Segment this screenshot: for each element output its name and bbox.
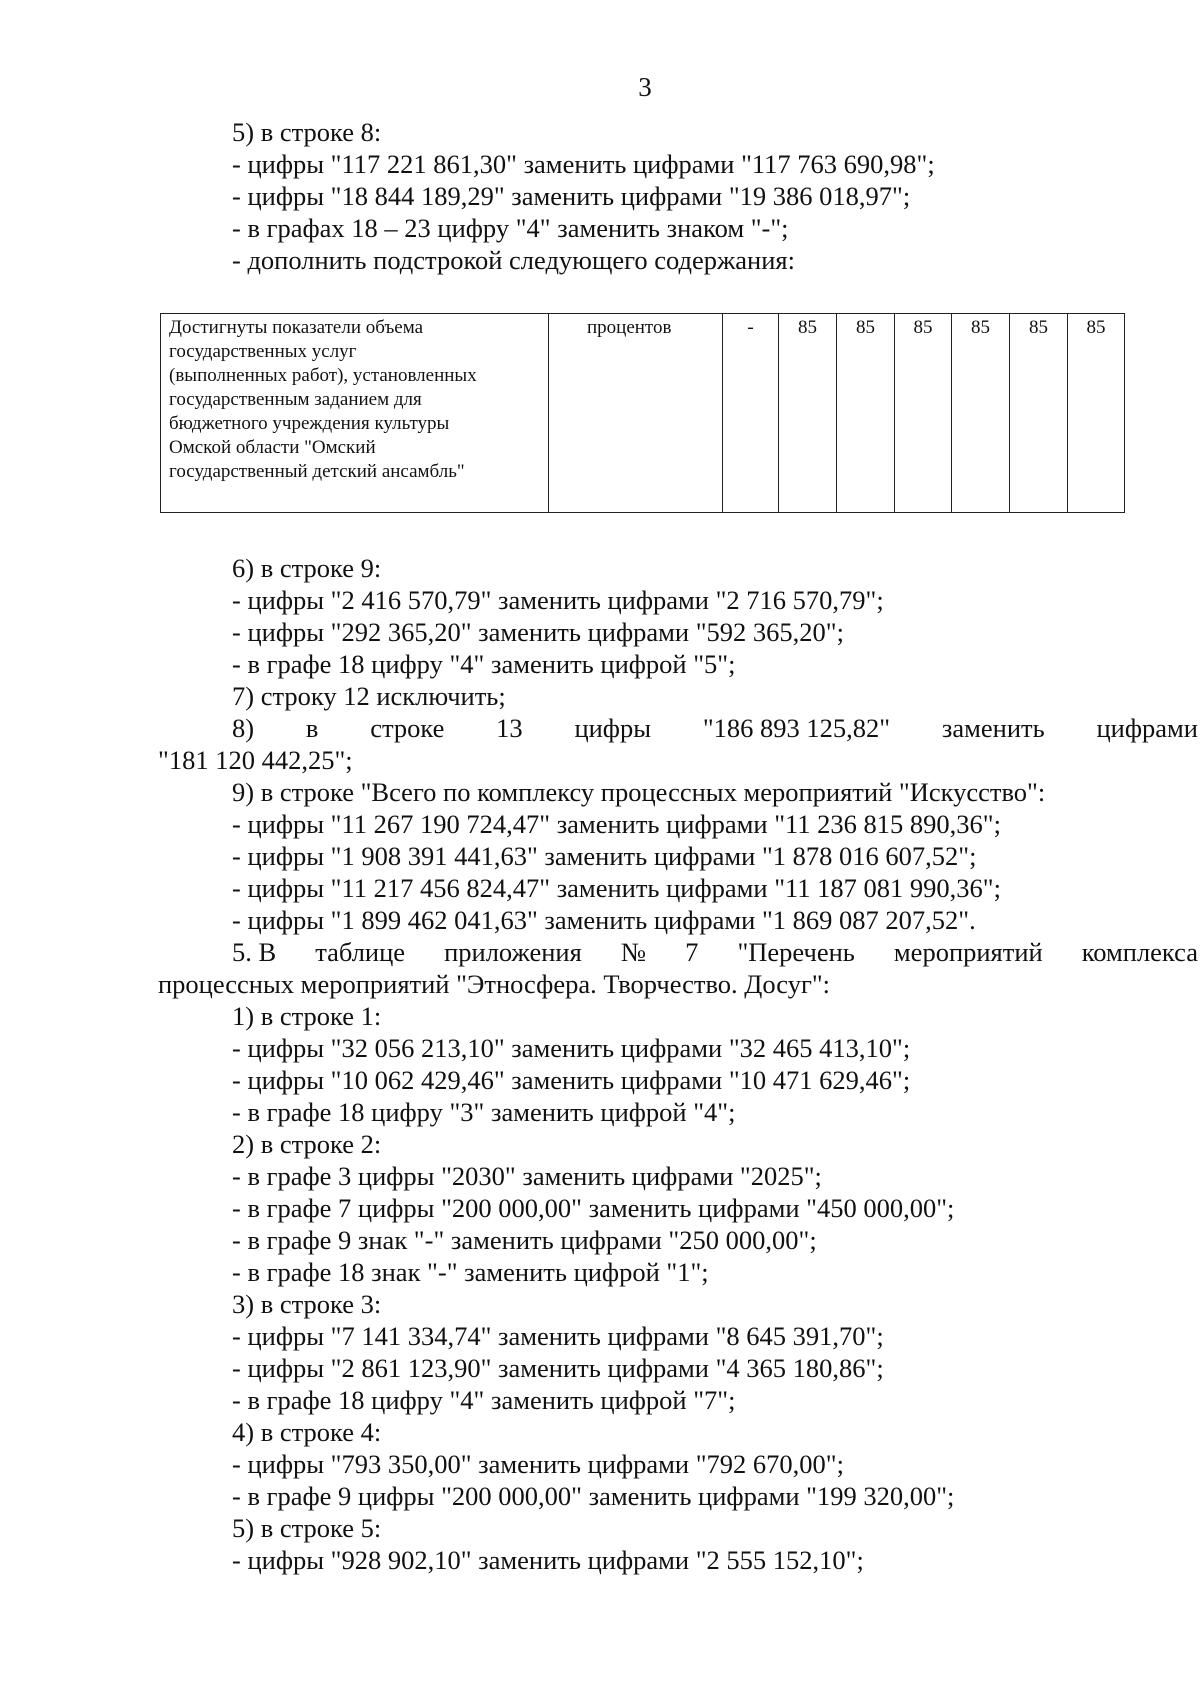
item-heading: 9) в строке "Всего по комплексу процессных мероприятий "Искусство":	[232, 777, 1046, 807]
text-line: - цифры "117 221 861,30" заменить цифрами "117 763 690,98";	[232, 149, 935, 179]
text-line: - в графе 3 цифры "2030" заменить цифрами "2025";	[232, 1161, 822, 1191]
text-line: - цифры "928 902,10" заменить цифрами "2 555 152,10";	[232, 1545, 864, 1575]
text-line: - цифры "292 365,20" заменить цифрами "592 365,20";	[232, 617, 844, 647]
text-line: "181 120 442,25";	[158, 745, 353, 775]
text-line: - в графе 7 цифры "200 000,00" заменить цифрами "450 000,00";	[232, 1193, 955, 1223]
text-line: - цифры "10 062 429,46" заменить цифрами "10 471 629,46";	[232, 1065, 911, 1095]
value-cell: 85	[779, 314, 837, 513]
text-line: - цифры "32 056 213,10" заменить цифрами "32 465 413,10";	[232, 1033, 911, 1063]
item-heading: 1) в строке 1:	[232, 1001, 382, 1031]
text-line: - в графе 9 цифры "200 000,00" заменить цифрами "199 320,00";	[232, 1481, 955, 1511]
description-line: (выполненных работ), установленных	[169, 365, 477, 386]
word: 7	[685, 937, 699, 967]
value-cell: 85	[1010, 314, 1068, 513]
word: "186 893 125,82"	[702, 713, 891, 743]
word: №	[620, 937, 647, 967]
table-row	[161, 314, 1125, 513]
description-line: Достигнуты показатели объема	[169, 317, 424, 338]
value-cell: 85	[837, 314, 895, 513]
word: в	[305, 713, 319, 743]
text-line: - цифры "793 350,00" заменить цифрами "792 670,00";	[232, 1449, 844, 1479]
item-heading: 3) в строке 3:	[232, 1289, 382, 1319]
word: цифры	[574, 713, 652, 743]
word: цифрами	[1096, 713, 1198, 743]
indicator-description-cell	[161, 314, 549, 513]
word: строке	[370, 713, 445, 743]
text-line: - цифры "18 844 189,29" заменить цифрами "19 386 018,97";	[232, 181, 911, 211]
text-line: - цифры "1 908 391 441,63" заменить цифрами "1 878 016 607,52";	[232, 841, 977, 871]
value-cell: 85	[895, 314, 952, 513]
description-line: Омской области "Омский	[169, 437, 376, 458]
text-line: процессных мероприятий "Этносфера. Творчество. Досуг":	[158, 969, 830, 999]
text-line: - в графе 18 цифру "4" заменить цифрой "7";	[232, 1385, 736, 1415]
description-line: государственный детский ансамбль"	[169, 461, 465, 482]
description-line: государственным заданием для	[169, 389, 422, 410]
text-line: 7) строку 12 исключить;	[232, 681, 506, 711]
text-line: - цифры "11 267 190 724,47" заменить цифрами "11 236 815 890,36";	[232, 809, 1001, 839]
word: 8)	[232, 713, 255, 743]
item-heading: 2) в строке 2:	[232, 1129, 382, 1159]
word: 5. В	[232, 937, 277, 967]
word: 13	[496, 713, 523, 743]
text-line: - в графе 18 цифру "4" заменить цифрой "5";	[232, 649, 736, 679]
value-cell: 85	[952, 314, 1010, 513]
item-heading: 6) в строке 9:	[232, 553, 382, 583]
word: мероприятий	[893, 937, 1043, 967]
description-line: бюджетного учреждения культуры	[169, 413, 450, 434]
word: комплекса	[1081, 937, 1198, 967]
text-line: - в графе 9 знак "-" заменить цифрами "250 000,00";	[232, 1225, 817, 1255]
indicator-table	[160, 313, 1125, 513]
item-heading: 5) в строке 5:	[232, 1513, 382, 1543]
dash-cell: -	[723, 314, 779, 513]
text-line: - в графе 18 знак "-" заменить цифрой "1";	[232, 1257, 709, 1287]
word: "Перечень	[737, 937, 855, 967]
page-number: 3	[638, 72, 652, 102]
text-line: - дополнить подстрокой следующего содержания:	[232, 245, 795, 275]
item-heading: 5) в строке 8:	[232, 117, 382, 147]
text-line: - в графах 18 – 23 цифру "4" заменить знаком "-";	[232, 213, 789, 243]
item-heading: 4) в строке 4:	[232, 1417, 382, 1447]
text-line: - цифры "1 899 462 041,63" заменить цифрами "1 869 087 207,52".	[232, 905, 976, 935]
justified-line	[232, 712, 1198, 744]
text-line: - в графе 18 цифру "3" заменить цифрой "4";	[232, 1097, 736, 1127]
text-line: - цифры "7 141 334,74" заменить цифрами "8 645 391,70";	[232, 1321, 884, 1351]
text-line: - цифры "2 861 123,90" заменить цифрами "4 365 180,86";	[232, 1353, 884, 1383]
value-cell: 85	[1068, 314, 1125, 513]
word: заменить	[941, 713, 1045, 743]
text-line: - цифры "11 217 456 824,47" заменить цифрами "11 187 081 990,36";	[232, 873, 1001, 903]
description-line: государственных услуг	[169, 341, 357, 362]
text-line: - цифры "2 416 570,79" заменить цифрами "2 716 570,79";	[232, 585, 884, 615]
unit-cell: процентов	[549, 314, 723, 513]
word: приложения	[444, 937, 582, 967]
justified-line	[232, 936, 1198, 968]
word: таблице	[315, 937, 406, 967]
